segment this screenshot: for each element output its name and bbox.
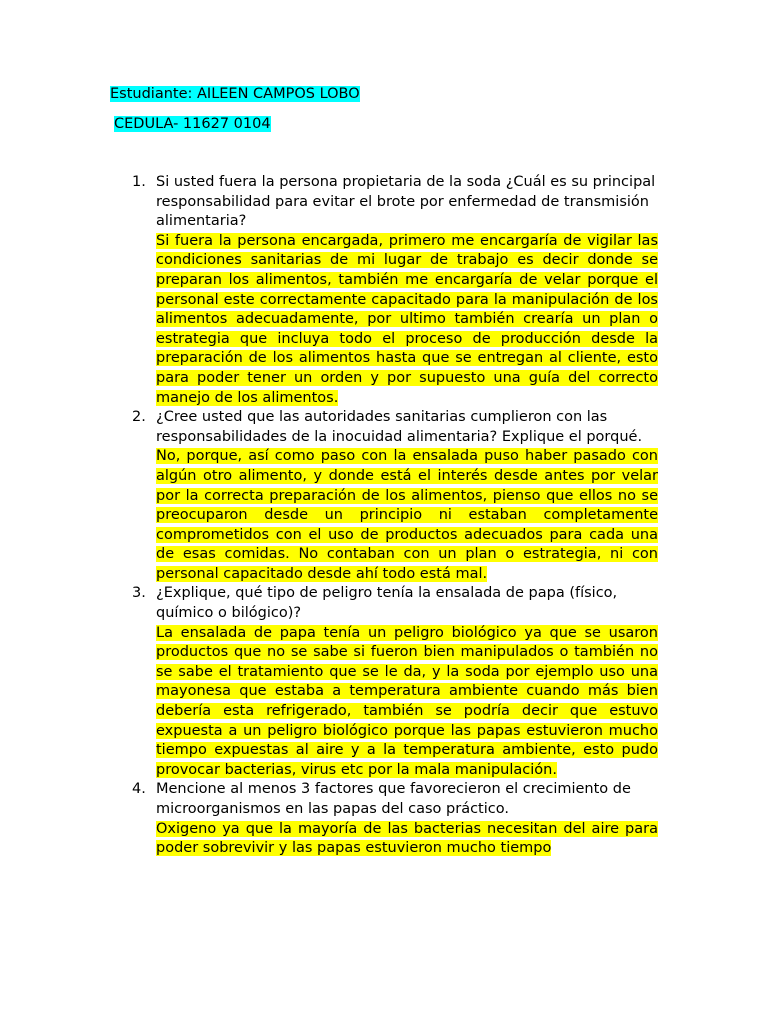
question-number: 3. [132, 585, 146, 602]
question-text: ¿Explique, qué tipo de peligro tenía la ensalada de papa (físico, químico o bilógico)? [156, 585, 618, 622]
answer-text: Si fuera la persona encargada, primero me encargaría de vigilar las condiciones sanitarias de mi lugar de trabajo es decir donde se preparan los alimentos, también me encargaría de velar porque el personal este correctamente capacitado para la manipulación de los alimentos adecuadamente, por ultimo también crearía un plan o estrategia que incluya todo el proceso de producción desde la preparación de los alimentos hasta que se entregan al cliente, esto para poder tener un orden y por supuesto una guía del correcto manejo de los alimentos. [156, 232, 658, 406]
answer-block [156, 447, 658, 584]
student-name: Estudiante: AILEEN CAMPOS LOBO [110, 86, 360, 102]
question-number: 4. [132, 781, 146, 798]
question-list [132, 173, 658, 859]
question-item-1 [132, 173, 658, 408]
question-item-4 [132, 780, 658, 858]
question-text: Mencione al menos 3 factores que favorecieron el crecimiento de microorganismos en las papas del caso práctico. [156, 781, 631, 817]
question-item-3 [132, 584, 658, 780]
cedula-line [114, 115, 271, 134]
answer-text: Oxigeno ya que la mayoría de las bacterias necesitan del aire para poder sobrevivir y las papas estuvieron mucho tiempo [156, 820, 658, 857]
question-item-2 [132, 408, 658, 584]
answer-block [156, 624, 658, 781]
student-name-line [110, 85, 360, 104]
cedula-number: CEDULA- 11627 0104 [114, 116, 271, 132]
question-text: ¿Cree usted que las autoridades sanitarias cumplieron con las responsabilidades de la inocuidad alimentaria? Explique el porqué. [156, 409, 643, 445]
answer-block [156, 820, 658, 859]
answer-text: No, porque, así como paso con la ensalada puso haber pasado con algún otro alimento, y donde está el interés desde antes por velar por la correcta preparación de los alimentos, pienso que ellos no se preocuparon desde un principio ni estaban completamente comprometidos con el uso de productos adecuados para cada una de esas comidas. No contaban con un plan o estrategia, ni con personal capacitado desde ahí todo está mal. [156, 448, 658, 582]
question-number: 2. [132, 409, 146, 426]
answer-block [156, 232, 658, 408]
question-number: 1. [132, 174, 146, 190]
answer-text: La ensalada de papa tenía un peligro biológico ya que se usaron productos que no se sabe si fueron bien manipulados o también no se sabe el tratamiento que se le da, y la soda por ejemplo uso una mayonesa que estaba a temperatura ambiente cuando más bien debería esta refrigerado, también se podría decir que estuvo expuesta a un peligro biológico porque las papas estuvieron mucho tiempo expuestas al aire y a la temperatura ambiente, esto pudo provocar bacterias, virus etc por la mala manipulación. [156, 624, 658, 778]
question-text: Si usted fuera la persona propietaria de la soda ¿Cuál es su principal responsabilidad para evitar el brote por enfermedad de transmisión alimentaria? [156, 174, 656, 230]
